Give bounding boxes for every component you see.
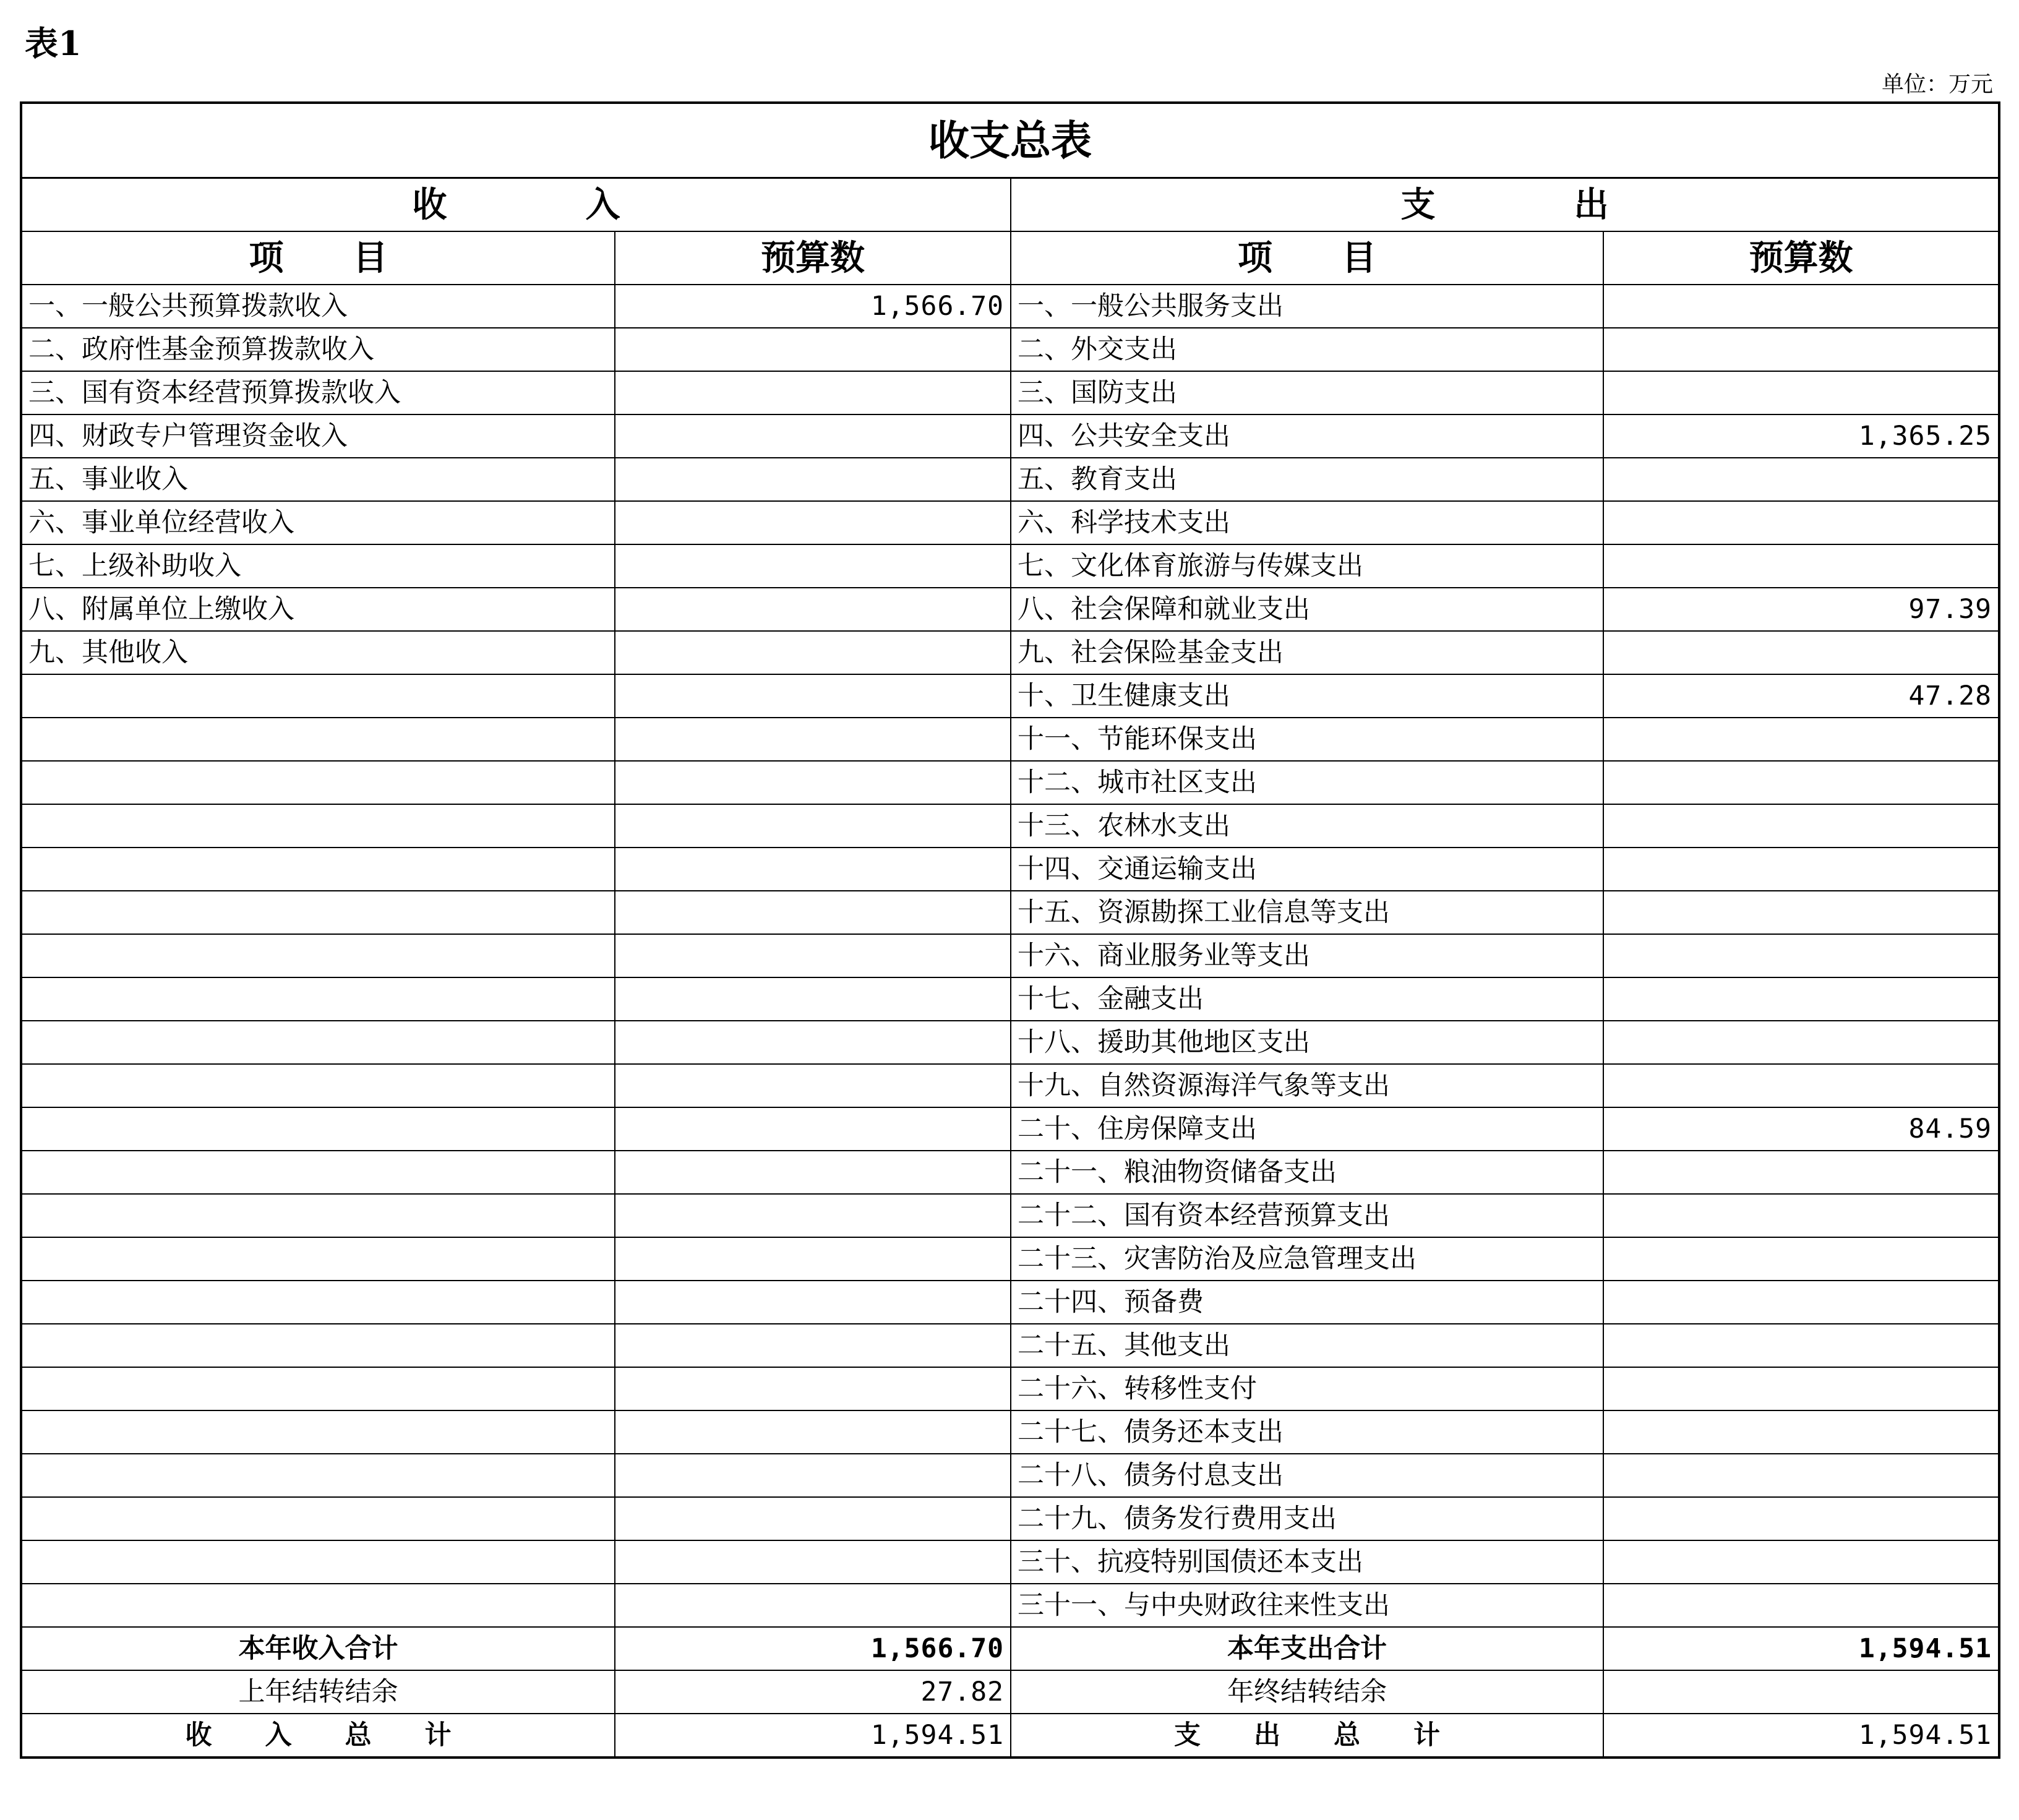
expense-item-cell: 三、国防支出	[1011, 371, 1603, 414]
table-row	[21, 1367, 1999, 1410]
expense-value-cell: 1,365.25	[1603, 414, 1999, 458]
income-item-cell: 四、财政专户管理资金收入	[21, 414, 615, 458]
income-item-cell	[21, 934, 615, 977]
income-value-cell	[615, 631, 1011, 674]
table-row	[21, 1107, 1999, 1151]
income-item-cell	[21, 1454, 615, 1497]
income-value-cell	[615, 458, 1011, 501]
income-item-cell	[21, 848, 615, 891]
expense-value-cell	[1603, 371, 1999, 414]
table-row	[21, 1497, 1999, 1540]
expense-item-cell: 十六、商业服务业等支出	[1011, 934, 1603, 977]
income-item-cell	[21, 1324, 615, 1367]
expense-value-cell	[1603, 1021, 1999, 1064]
expense-item-cell: 十一、节能环保支出	[1011, 718, 1603, 761]
income-value-cell: 1,566.70	[615, 285, 1011, 328]
expense-item-cell: 五、教育支出	[1011, 458, 1603, 501]
expense-item-cell: 九、社会保险基金支出	[1011, 631, 1603, 674]
income-value-cell	[615, 371, 1011, 414]
income-value-cell	[615, 501, 1011, 544]
expense-item-cell: 二、外交支出	[1011, 328, 1603, 371]
income-item-cell	[21, 891, 615, 934]
income-value-cell	[615, 1151, 1011, 1194]
expense-item-cell: 二十一、粮油物资储备支出	[1011, 1151, 1603, 1194]
table-row	[21, 674, 1999, 718]
table-row	[21, 1281, 1999, 1324]
column-header-row	[21, 231, 1999, 285]
table-row	[21, 501, 1999, 544]
income-item-header: 项 目	[21, 231, 615, 285]
carryover-value: 27.82	[615, 1670, 1011, 1714]
budget-summary-table	[20, 101, 2000, 1759]
income-value-cell	[615, 588, 1011, 631]
expense-item-cell: 二十、住房保障支出	[1011, 1107, 1603, 1151]
income-value-cell	[615, 1367, 1011, 1410]
expense-value-cell	[1603, 501, 1999, 544]
income-value-cell	[615, 674, 1011, 718]
income-value-cell	[615, 891, 1011, 934]
table-row	[21, 1454, 1999, 1497]
income-value-cell	[615, 1540, 1011, 1584]
income-item-cell	[21, 1367, 615, 1410]
table-row	[21, 1237, 1999, 1281]
table-row	[21, 891, 1999, 934]
expense-value-cell	[1603, 1410, 1999, 1454]
expense-value-cell	[1603, 1367, 1999, 1410]
income-item-cell: 一、一般公共预算拨款收入	[21, 285, 615, 328]
table-row	[21, 371, 1999, 414]
year-end-label: 年终结转结余	[1011, 1670, 1603, 1714]
income-item-cell	[21, 761, 615, 804]
income-item-cell	[21, 804, 615, 848]
income-grand-total-value: 1,594.51	[615, 1714, 1011, 1758]
table-row	[21, 1194, 1999, 1237]
expense-value-cell	[1603, 328, 1999, 371]
income-value-cell	[615, 1064, 1011, 1107]
income-grand-total-label: 收 入 总 计	[21, 1714, 615, 1758]
title-row	[21, 103, 1999, 178]
expense-value-cell	[1603, 458, 1999, 501]
income-item-cell	[21, 1540, 615, 1584]
expense-year-total-value: 1,594.51	[1603, 1627, 1999, 1670]
income-item-cell: 二、政府性基金预算拨款收入	[21, 328, 615, 371]
income-value-cell	[615, 1107, 1011, 1151]
expense-value-cell	[1603, 1194, 1999, 1237]
table-row	[21, 285, 1999, 328]
income-item-cell	[21, 977, 615, 1021]
income-item-cell	[21, 1410, 615, 1454]
expense-grand-total-value: 1,594.51	[1603, 1714, 1999, 1758]
income-item-cell	[21, 1151, 615, 1194]
expense-value-cell	[1603, 544, 1999, 588]
expense-value-cell	[1603, 631, 1999, 674]
table-row	[21, 848, 1999, 891]
income-value-cell	[615, 1454, 1011, 1497]
income-item-cell	[21, 1021, 615, 1064]
expense-value-cell	[1603, 1281, 1999, 1324]
income-item-cell	[21, 1584, 615, 1627]
expense-item-cell: 二十四、预备费	[1011, 1281, 1603, 1324]
income-value-cell	[615, 1497, 1011, 1540]
income-value-cell	[615, 718, 1011, 761]
year-end-value	[1603, 1670, 1999, 1714]
expense-value-cell	[1603, 1454, 1999, 1497]
income-item-cell	[21, 674, 615, 718]
expense-value-cell: 47.28	[1603, 674, 1999, 718]
expense-item-cell: 二十二、国有资本经营预算支出	[1011, 1194, 1603, 1237]
income-item-cell	[21, 1064, 615, 1107]
expense-item-cell: 十三、农林水支出	[1011, 804, 1603, 848]
expense-value-cell	[1603, 285, 1999, 328]
expense-value-cell	[1603, 1584, 1999, 1627]
income-item-cell: 九、其他收入	[21, 631, 615, 674]
income-section-header: 收 入	[21, 178, 1011, 232]
income-budget-header: 预算数	[615, 231, 1011, 285]
expense-item-cell: 十、卫生健康支出	[1011, 674, 1603, 718]
income-item-cell: 八、附属单位上缴收入	[21, 588, 615, 631]
income-item-cell	[21, 718, 615, 761]
expense-value-cell	[1603, 1497, 1999, 1540]
income-value-cell	[615, 804, 1011, 848]
expense-value-cell	[1603, 977, 1999, 1021]
expense-item-cell: 六、科学技术支出	[1011, 501, 1603, 544]
table-row	[21, 458, 1999, 501]
table-row	[21, 804, 1999, 848]
table-row	[21, 761, 1999, 804]
table-row	[21, 544, 1999, 588]
income-item-cell: 五、事业收入	[21, 458, 615, 501]
table-row	[21, 1021, 1999, 1064]
expense-grand-total-label: 支 出 总 计	[1011, 1714, 1603, 1758]
income-year-total-label: 本年收入合计	[21, 1627, 615, 1670]
table-row	[21, 1151, 1999, 1194]
expense-value-cell	[1603, 1151, 1999, 1194]
expense-value-cell	[1603, 761, 1999, 804]
expense-value-cell	[1603, 934, 1999, 977]
table-row	[21, 1324, 1999, 1367]
expense-budget-header: 预算数	[1603, 231, 1999, 285]
expense-item-cell: 七、文化体育旅游与传媒支出	[1011, 544, 1603, 588]
income-item-cell	[21, 1107, 615, 1151]
income-item-cell	[21, 1281, 615, 1324]
expense-item-cell: 二十八、债务付息支出	[1011, 1454, 1603, 1497]
expense-value-cell	[1603, 1237, 1999, 1281]
carryover-row	[21, 1670, 1999, 1714]
income-value-cell	[615, 1021, 1011, 1064]
expense-item-cell: 十五、资源勘探工业信息等支出	[1011, 891, 1603, 934]
income-value-cell	[615, 977, 1011, 1021]
income-value-cell	[615, 1324, 1011, 1367]
income-value-cell	[615, 761, 1011, 804]
income-item-cell	[21, 1194, 615, 1237]
expense-item-cell: 十二、城市社区支出	[1011, 761, 1603, 804]
table-row	[21, 414, 1999, 458]
income-value-cell	[615, 1281, 1011, 1324]
expense-value-cell	[1603, 848, 1999, 891]
expense-item-cell: 三十、抗疫特别国债还本支出	[1011, 1540, 1603, 1584]
expense-value-cell	[1603, 891, 1999, 934]
expense-item-cell: 十九、自然资源海洋气象等支出	[1011, 1064, 1603, 1107]
table-row	[21, 934, 1999, 977]
income-value-cell	[615, 1194, 1011, 1237]
income-value-cell	[615, 1410, 1011, 1454]
expense-item-cell: 二十七、债务还本支出	[1011, 1410, 1603, 1454]
expense-item-cell: 一、一般公共服务支出	[1011, 285, 1603, 328]
expense-value-cell	[1603, 804, 1999, 848]
income-value-cell	[615, 544, 1011, 588]
unit-label: 单位：万元	[1881, 72, 1993, 97]
income-item-cell	[21, 1237, 615, 1281]
expense-section-header: 支 出	[1011, 178, 1999, 232]
table-row	[21, 631, 1999, 674]
table-row	[21, 1584, 1999, 1627]
table-label: 表1	[25, 24, 82, 63]
income-item-cell: 六、事业单位经营收入	[21, 501, 615, 544]
expense-value-cell	[1603, 1540, 1999, 1584]
income-item-cell: 七、上级补助收入	[21, 544, 615, 588]
expense-value-cell	[1603, 718, 1999, 761]
expense-value-cell: 84.59	[1603, 1107, 1999, 1151]
carryover-label: 上年结转结余	[21, 1670, 615, 1714]
table-row	[21, 328, 1999, 371]
section-row	[21, 178, 1999, 232]
expense-value-cell	[1603, 1324, 1999, 1367]
income-item-cell	[21, 1497, 615, 1540]
table-row	[21, 1540, 1999, 1584]
table-title: 收支总表	[21, 103, 1999, 178]
income-value-cell	[615, 328, 1011, 371]
income-value-cell	[615, 934, 1011, 977]
income-year-total-value: 1,566.70	[615, 1627, 1011, 1670]
expense-value-cell: 97.39	[1603, 588, 1999, 631]
expense-item-header: 项 目	[1011, 231, 1603, 285]
expense-item-cell: 十七、金融支出	[1011, 977, 1603, 1021]
income-item-cell: 三、国有资本经营预算拨款收入	[21, 371, 615, 414]
expense-item-cell: 四、公共安全支出	[1011, 414, 1603, 458]
expense-item-cell: 二十六、转移性支付	[1011, 1367, 1603, 1410]
table-row	[21, 1410, 1999, 1454]
table-row	[21, 718, 1999, 761]
expense-value-cell	[1603, 1064, 1999, 1107]
expense-item-cell: 二十九、债务发行费用支出	[1011, 1497, 1603, 1540]
income-value-cell	[615, 848, 1011, 891]
expense-item-cell: 二十三、灾害防治及应急管理支出	[1011, 1237, 1603, 1281]
income-value-cell	[615, 414, 1011, 458]
table-row	[21, 588, 1999, 631]
expense-item-cell: 二十五、其他支出	[1011, 1324, 1603, 1367]
expense-year-total-label: 本年支出合计	[1011, 1627, 1603, 1670]
expense-item-cell: 十四、交通运输支出	[1011, 848, 1603, 891]
expense-item-cell: 八、社会保障和就业支出	[1011, 588, 1603, 631]
table-row	[21, 1064, 1999, 1107]
expense-item-cell: 十八、援助其他地区支出	[1011, 1021, 1603, 1064]
income-value-cell	[615, 1237, 1011, 1281]
income-value-cell	[615, 1584, 1011, 1627]
table-row	[21, 977, 1999, 1021]
grand-total-row	[21, 1714, 1999, 1758]
year-total-row	[21, 1627, 1999, 1670]
expense-item-cell: 三十一、与中央财政往来性支出	[1011, 1584, 1603, 1627]
